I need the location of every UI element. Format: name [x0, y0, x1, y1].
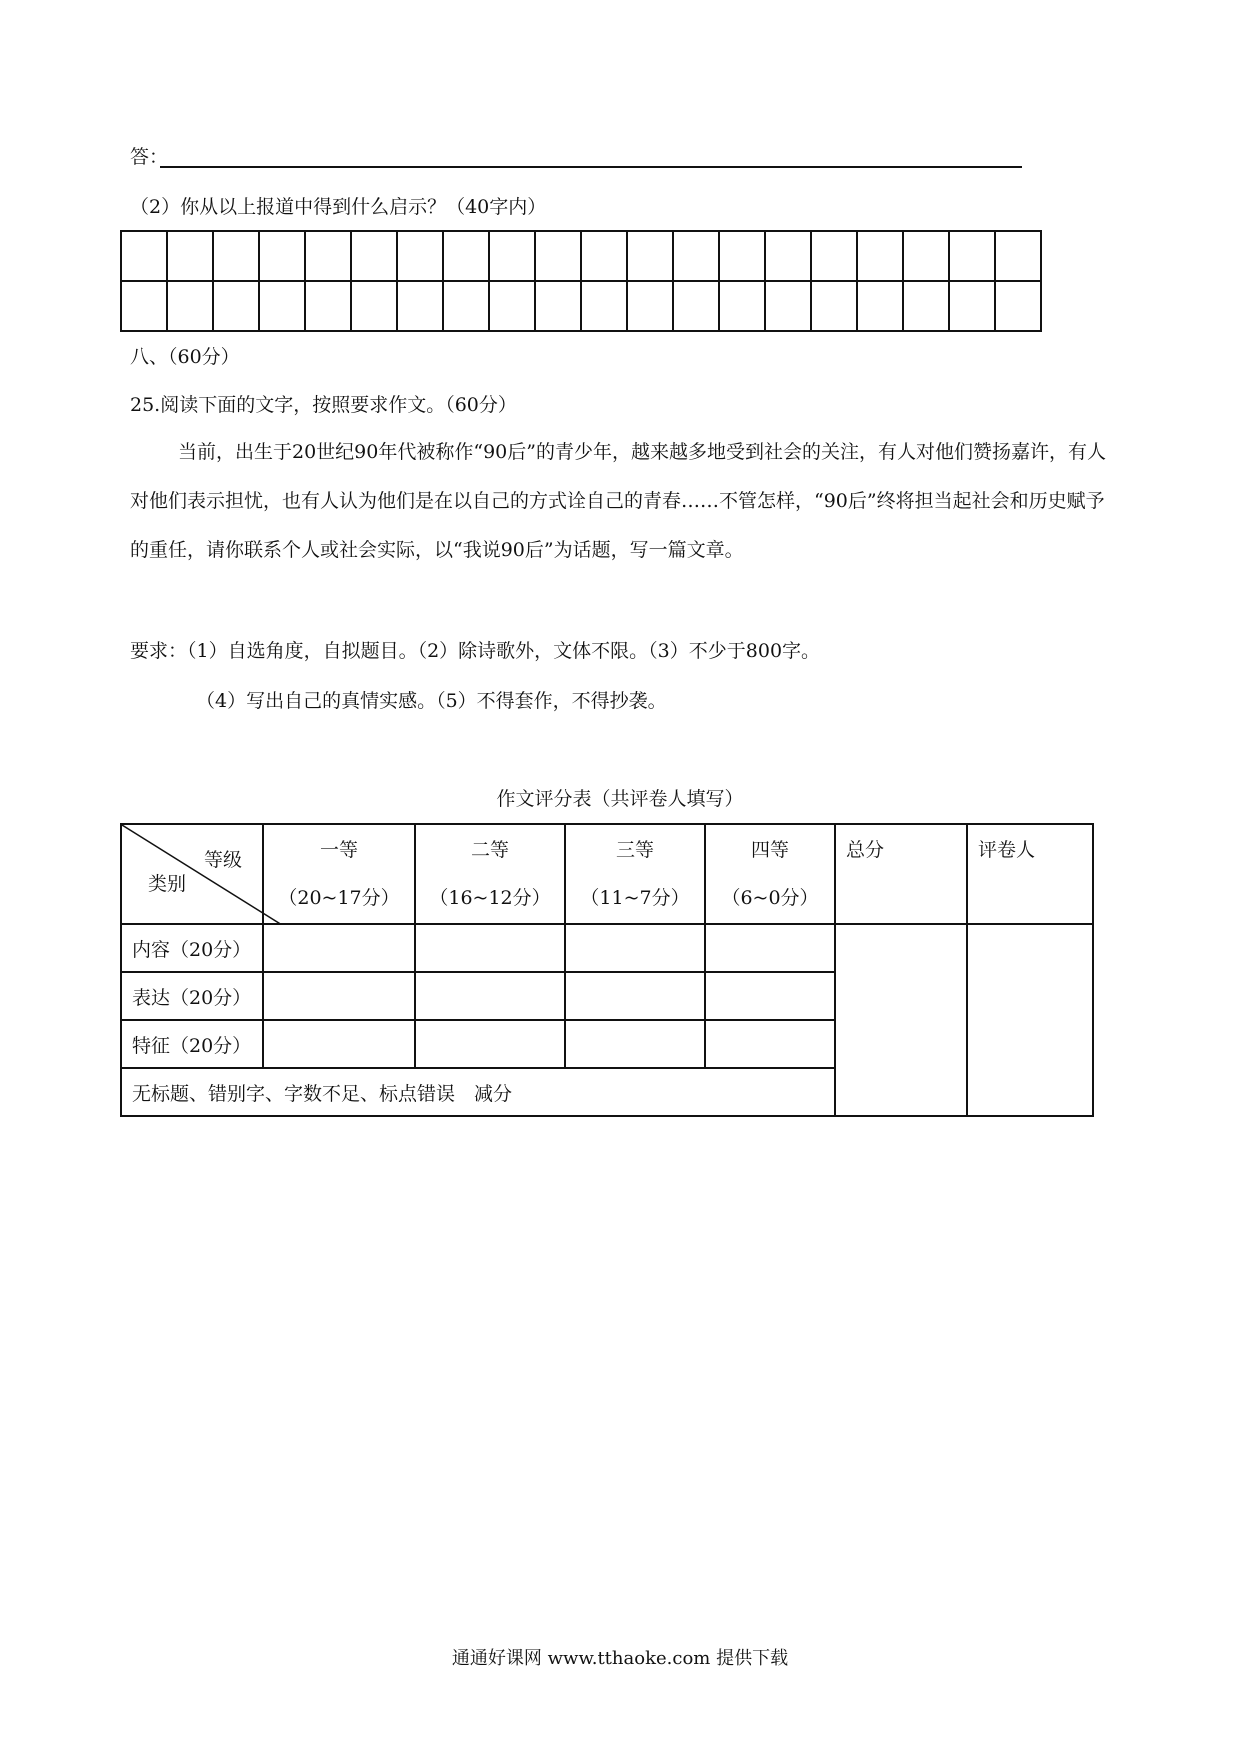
- grade-2-name: 二等: [470, 839, 509, 861]
- row-feature-label: 特征（20分）: [121, 1020, 263, 1068]
- score-cell[interactable]: [415, 1020, 565, 1068]
- score-cell[interactable]: [263, 924, 415, 972]
- grid-cell[interactable]: [995, 281, 1041, 331]
- score-cell[interactable]: [565, 1020, 705, 1068]
- grid-cell[interactable]: [121, 281, 167, 331]
- total-header: [835, 824, 967, 924]
- grade-4-range: （6~0分）: [721, 887, 819, 909]
- grid-cell[interactable]: [305, 231, 351, 281]
- grid-cell[interactable]: [213, 281, 259, 331]
- grid-cell[interactable]: [351, 281, 397, 331]
- grid-cell[interactable]: [259, 231, 305, 281]
- corner-top-label: 等级: [204, 849, 243, 871]
- grid-row: [121, 281, 1041, 331]
- grid-cell[interactable]: [305, 281, 351, 331]
- grid-cell[interactable]: [397, 231, 443, 281]
- score-cell[interactable]: [263, 972, 415, 1020]
- total-label: 总分: [846, 839, 885, 861]
- row-content-label: 内容（20分）: [121, 924, 263, 972]
- grid-cell[interactable]: [949, 231, 995, 281]
- grid-cell[interactable]: [259, 281, 305, 331]
- grid-cell[interactable]: [581, 231, 627, 281]
- grader-cell[interactable]: [967, 924, 1093, 1116]
- total-cell[interactable]: [835, 924, 967, 1116]
- score-cell[interactable]: [705, 1020, 835, 1068]
- score-cell[interactable]: [415, 924, 565, 972]
- grid-cell[interactable]: [397, 281, 443, 331]
- requirements-line-2: （4）写出自己的真情实感。（5）不得套作，不得抄袭。: [196, 690, 667, 712]
- grid-cell[interactable]: [811, 231, 857, 281]
- grid-cell[interactable]: [535, 231, 581, 281]
- grid-cell[interactable]: [903, 231, 949, 281]
- grid-row: [121, 231, 1041, 281]
- grid-cell[interactable]: [719, 231, 765, 281]
- grade-4-header: [705, 824, 835, 924]
- score-cell[interactable]: [263, 1020, 415, 1068]
- grid-cell[interactable]: [443, 231, 489, 281]
- grade-2-range: （16~12分）: [429, 887, 551, 909]
- requirements-line-1: 要求：（1）自选角度，自拟题目。（2）除诗歌外，文体不限。（3）不少于800字。: [130, 640, 821, 662]
- grid-cell[interactable]: [167, 231, 213, 281]
- grid-cell[interactable]: [765, 281, 811, 331]
- grid-cell[interactable]: [443, 281, 489, 331]
- score-cell[interactable]: [705, 972, 835, 1020]
- deduction-row: 无标题、错别字、字数不足、标点错误 减分: [121, 1068, 835, 1116]
- grade-2-header: [415, 824, 565, 924]
- score-table-caption: 作文评分表（共评卷人填写）: [496, 788, 744, 810]
- grid-cell[interactable]: [167, 281, 213, 331]
- grid-cell[interactable]: [673, 281, 719, 331]
- grid-cell[interactable]: [627, 231, 673, 281]
- grid-cell[interactable]: [811, 281, 857, 331]
- answer-label: 答：: [130, 146, 169, 168]
- grid-cell[interactable]: [121, 231, 167, 281]
- grid-cell[interactable]: [765, 231, 811, 281]
- grid-cell[interactable]: [995, 231, 1041, 281]
- diagonal-divider: [122, 825, 282, 925]
- grader-label: 评卷人: [978, 839, 1036, 861]
- answer-line[interactable]: [160, 166, 1022, 168]
- question-2-prompt: （2）你从以上报道中得到什么启示？（40字内）: [130, 196, 547, 218]
- grid-cell[interactable]: [857, 281, 903, 331]
- grid-cell[interactable]: [489, 281, 535, 331]
- grid-cell[interactable]: [857, 231, 903, 281]
- grade-1-header: [263, 824, 415, 924]
- answer-grid[interactable]: [120, 230, 1042, 332]
- grid-cell[interactable]: [719, 281, 765, 331]
- corner-header: [121, 824, 263, 924]
- score-cell[interactable]: [415, 972, 565, 1020]
- grid-cell[interactable]: [351, 231, 397, 281]
- question-25-passage: 当前，出生于20世纪90年代被称作“90后”的青少年，越来越多地受到社会的关注，有人对他们赞扬嘉许，有人对他们表示担忧，也有人认为他们是在以自己的方式诠自己的青春……不管怎样，“90后”终将担当起社会和历史赋予的重任，请你联系个人或社会实际，以“我说90后”为话题，写一篇文章。: [130, 441, 1106, 561]
- grade-3-header: [565, 824, 705, 924]
- score-cell[interactable]: [565, 924, 705, 972]
- grid-cell[interactable]: [627, 281, 673, 331]
- grade-1-range: （20~17分）: [278, 887, 400, 909]
- grade-3-range: （11~7分）: [580, 887, 690, 909]
- grid-cell[interactable]: [949, 281, 995, 331]
- score-cell[interactable]: [565, 972, 705, 1020]
- section-heading: 八、（60分）: [130, 346, 240, 368]
- grade-4-name: 四等: [750, 839, 789, 861]
- score-cell[interactable]: [705, 924, 835, 972]
- footer: 通通好课网 www.tthaoke.com 提供下载: [451, 1648, 789, 1669]
- grid-cell[interactable]: [903, 281, 949, 331]
- grid-cell[interactable]: [581, 281, 627, 331]
- grid-cell[interactable]: [673, 231, 719, 281]
- question-25-title: 25.阅读下面的文字，按照要求作文。（60分）: [130, 394, 517, 416]
- grid-cell[interactable]: [535, 281, 581, 331]
- grade-1-name: 一等: [319, 839, 358, 861]
- corner-bottom-label: 类别: [148, 873, 187, 895]
- grader-header: [967, 824, 1093, 924]
- row-expression-label: 表达（20分）: [121, 972, 263, 1020]
- score-table: [120, 823, 1094, 1117]
- grid-cell[interactable]: [489, 231, 535, 281]
- grade-3-name: 三等: [615, 839, 654, 861]
- grid-cell[interactable]: [213, 231, 259, 281]
